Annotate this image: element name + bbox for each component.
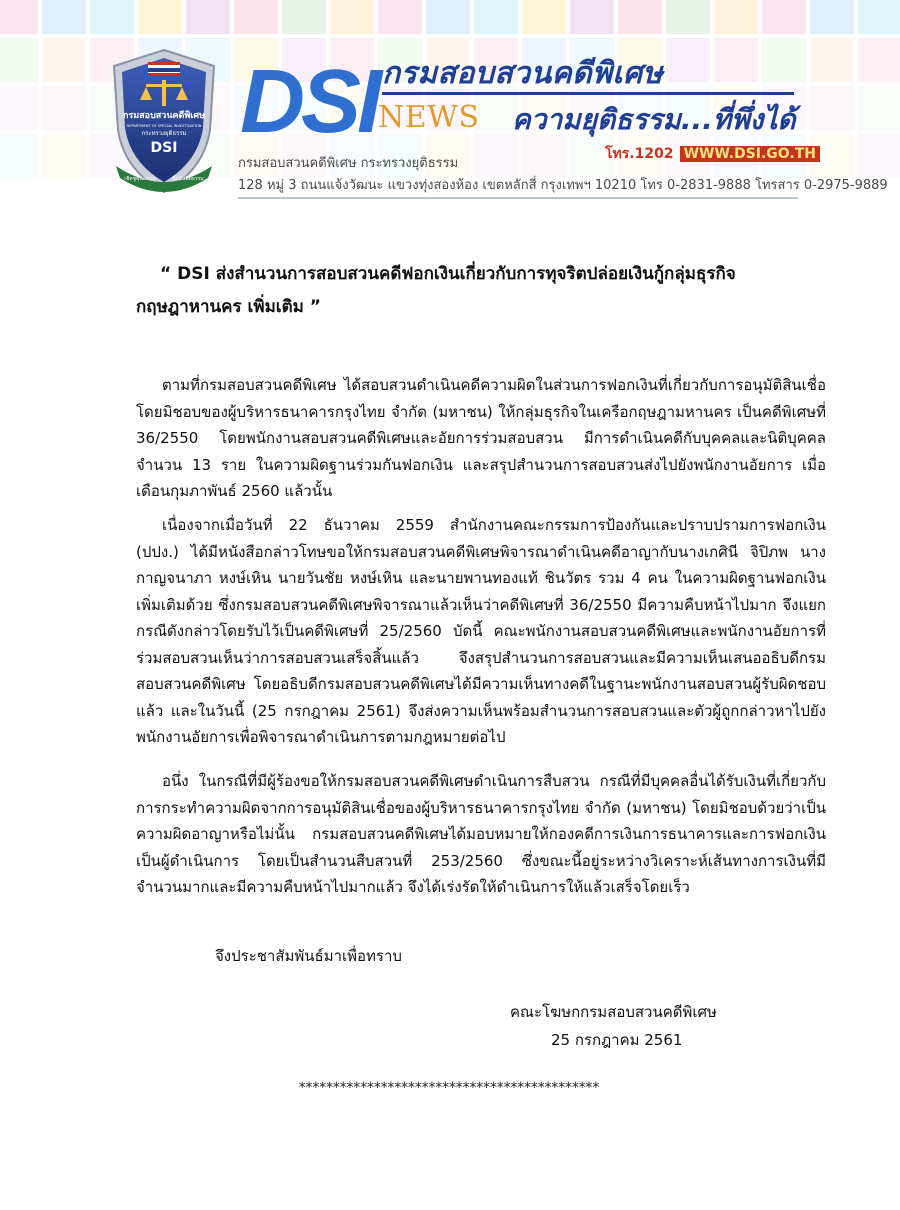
banner-tile [762, 0, 806, 34]
crest-motto-left: เชิดชูคุณธรรม [124, 176, 156, 182]
banner-tile [714, 38, 758, 82]
banner-tile [810, 38, 854, 82]
crest-label-top: กรมสอบสวนคดีพิเศษ [122, 111, 206, 121]
banner-tile [858, 86, 900, 130]
banner-tile [810, 86, 854, 130]
banner-tile [42, 0, 86, 34]
banner-tile [618, 0, 662, 34]
header-banner [0, 0, 900, 205]
banner-tile [42, 38, 86, 82]
release-date: 25 กรกฎาคม 2561 [551, 1031, 683, 1049]
banner-tile [330, 0, 374, 34]
banner-tile [858, 38, 900, 82]
body-paragraph-1 [136, 372, 826, 505]
banner-tile [570, 0, 614, 34]
banner-tile [714, 0, 758, 34]
banner-tile [810, 0, 854, 34]
hotline-number: โทร.1202 [605, 146, 674, 162]
headline-line-1: “ DSI ส่งสำนวนการสอบสวนคดีฟอกเงินเกี่ยวกับการทุจริตปล่อยเงินกู้กลุ่มธุรกิจ [160, 264, 736, 284]
banner-tile [858, 0, 900, 34]
crest-abbreviation: DSI [150, 140, 178, 156]
crest-motto-right: ยึดมั่นนิติธรรม [172, 176, 204, 182]
banner-tile [42, 86, 86, 130]
banner-tile [522, 0, 566, 34]
dsi-crest-emblem [108, 46, 220, 196]
banner-tile [138, 0, 182, 34]
banner-tile [42, 134, 86, 178]
banner-tile [666, 38, 710, 82]
banner-title-rule [382, 92, 794, 95]
banner-tile [474, 0, 518, 34]
end-of-document-mark: ******************************************** [298, 1080, 599, 1096]
dsi-logo-text: DSI [240, 52, 379, 146]
banner-tile [0, 38, 38, 82]
banner-news-label: NEWS [378, 100, 480, 135]
press-release-headline [136, 258, 826, 324]
banner-tile [666, 0, 710, 34]
banner-tile [858, 134, 900, 178]
signature-spokesperson: คณะโฆษกกรมสอบสวนคดีพิเศษ [510, 1003, 717, 1021]
paragraph-2-text: เนื่องจากเมื่อวันที่ 22 ธันวาคม 2559 สำนักงานคณะกรรมการป้องกันและปราบปรามการฟอกเงิน (ปปง.) ได้มีหนังสือกล่าวโทษขอให้กรมสอบสวนคดีพิเศษพิจารณาดำเนินคดีอาญากับนางเกศินี จิปิภพ นางกาญจนาภา หงษ์เหิน นายวันชัย หงษ์เหิน และนายพานทองแท้ ชินวัตร รวม 4 คน ในความผิดฐานฟอกเงิน เพิ่มเติมด้วย ซึ่งกรมสอบสวนคดีพิเศษพิจารณาแล้วเห็นว่าคดีพิเศษที่ 36/2550 มีความคืบหน้าไปมาก จึงแยกกรณีดังกล่าวโดยรับไว้เป็นคดีพิเศษที่ 25/2560 บัดนี้ คณะพนักงานสอบสวนคดีพิเศษและพนักงานอัยการที่ร่วมสอบสวนเห็นว่าการสอบสวนเสร็จสิ้นแล้ว จึงสรุปสำนวนการสอบสวนและมีความเห็นเสนออธิบดีกรมสอบสวนคดีพิเศษ โดยอธิบดีกรมสอบสวนคดีพิเศษได้มีความเห็นทางคดีในฐานะพนักงานสอบสวนผู้รับผิดชอบแล้ว และในวันนี้ (25 กรกฎาคม 2561) จึงส่งความเห็นพร้อมสำนวนการสอบสวนและตัวผู้ถูกกล่าวหาไปยังพนักงานอัยการเพื่อพิจารณาดำเนินการตามกฎหมายต่อไป [136, 516, 826, 746]
crest-label-english: DEPARTMENT OF SPECIAL INVESTIGATION [126, 124, 202, 128]
banner-tile [426, 0, 470, 34]
banner-tile [762, 38, 806, 82]
headline-line-2: กฤษฎาหานคร เพิ่มเติม ” [136, 297, 321, 317]
body-paragraph-2 [136, 512, 826, 751]
banner-tile [0, 134, 38, 178]
banner-divider [238, 197, 798, 199]
banner-tile [234, 0, 278, 34]
banner-slogan: ความยุติธรรม...ที่พึ่งได้ [512, 103, 796, 136]
banner-tile [282, 0, 326, 34]
banner-organization: กรมสอบสวนคดีพิเศษ กระทรวงยุติธรรม [238, 156, 459, 171]
paragraph-1-text: ตามที่กรมสอบสวนคดีพิเศษ ได้สอบสวนดำเนินคดีความผิดในส่วนการฟอกเงินที่เกี่ยวกับการอนุมัติสินเชื่อโดยมิชอบของผู้บริหารธนาคารกรุงไทย จำกัด (มหาชน) ให้กลุ่มธุรกิจในเครือกฤษฎามหานคร เป็นคดีพิเศษที่ 36/2550 โดยพนักงานสอบสวนคดีพิเศษและอัยการร่วมสอบสวน มีการดำเนินคดีกับบุคคลและนิติบุคคล จำนวน 13 ราย ในความผิดฐานร่วมกันฟอกเงิน และสรุปสำนวนการสอบสวนส่งไปยังพนักงานอัยการ เมื่อเดือนกุมภาพันธ์ 2560 แล้วนั้น [136, 376, 826, 500]
banner-tile [0, 0, 38, 34]
body-paragraph-3 [136, 768, 826, 901]
banner-tile [186, 0, 230, 34]
paragraph-3-text: อนึ่ง ในกรณีที่มีผู้ร้องขอให้กรมสอบสวนคดีพิเศษดำเนินการสืบสวน กรณีที่มีบุคคลอื่นได้รับเงินที่เกี่ยวกับการกระทำความผิดจากการอนุมัติสินเชื่อของผู้บริหารธนาคารกรุงไทย จำกัด (มหาชน) โดยมิชอบด้วยว่าเป็นความผิดอาญาหรือไม่นั้น กรมสอบสวนคดีพิเศษได้มอบหมายให้กองคดีการเงินการธนาคารและการฟอกเงิน เป็นผู้ดำเนินการ โดยเป็นสำนวนสืบสวนที่ 253/2560 ซึ่งขณะนี้อยู่ระหว่างวิเคราะห์เส้นทางการเงินที่มีจำนวนมากและมีความคืบหน้าไปมากแล้ว จึงได้เร่งรัดให้ดำเนินการให้แล้วเสร็จโดยเร็ว [136, 772, 826, 896]
banner-tile [378, 0, 422, 34]
closing-line: จึงประชาสัมพันธ์มาเพื่อทราบ [215, 947, 402, 965]
banner-title: กรมสอบสวนคดีพิเศษ [382, 56, 663, 91]
crest-label-ministry: กระทรวงยุติธรรม [141, 130, 187, 137]
banner-tile [0, 86, 38, 130]
banner-tile [90, 0, 134, 34]
banner-address: 128 หมู่ 3 ถนนแจ้งวัฒนะ แขวงทุ่งสองห้อง เขตหลักสี่ กรุงเทพฯ 10210 โทร 0-2831-9888 โทรสาร 0-2975-9889 [238, 178, 888, 193]
website-link[interactable]: WWW.DSI.GO.TH [680, 146, 820, 162]
banner-contact [605, 143, 820, 165]
